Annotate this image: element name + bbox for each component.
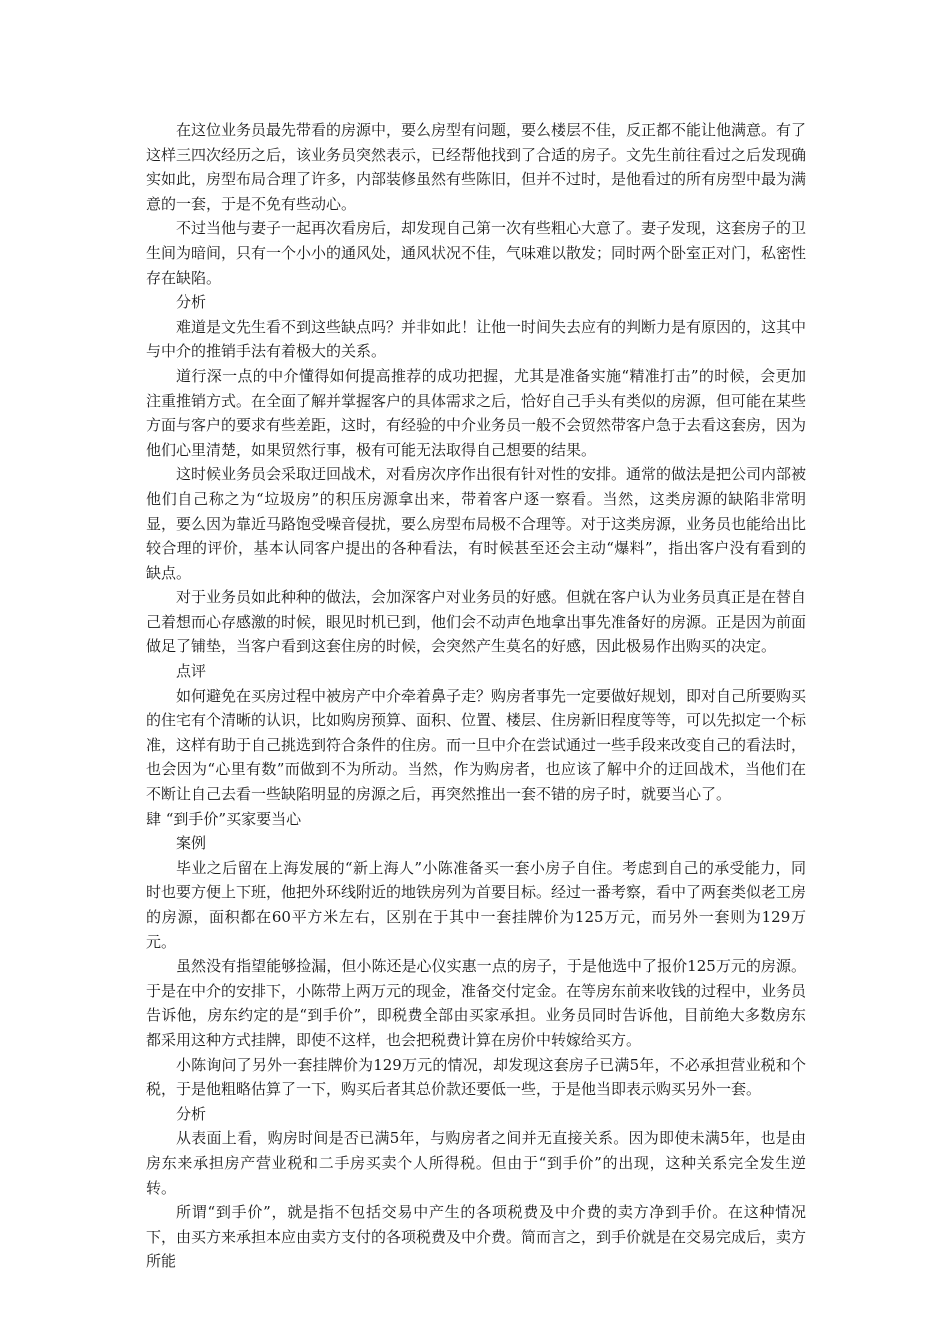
paragraph-3: 难道是文先生看不到这些缺点吗？并非如此！让他一时间失去应有的判断力是有原因的，这其中与中介的推销手法有着极大的关系。 <box>146 317 807 361</box>
paragraph-5: 这时候业务员会采取迂回战术，对看房次序作出很有针对性的安排。通常的做法是把公司内部被他们自己称之为“垃圾房”的积压房源拿出来，带着客户逐一察看。当然，这类房源的缺陷非常明显，要么因为靠近马路饱受噪音侵扰，要么房型布局极不合理等。对于这类房源，业务员也能给出比较合理的评价，基本认同客户提出的各种看法，有时候甚至还会主动“爆料”，指出客户没有看到的缺点。 <box>146 465 807 582</box>
paragraph-8: 毕业之后留在上海发展的“新上海人”小陈准备买一套小房子自住。考虑到自己的承受能力，同时也要方便上下班，他把外环线附近的地铁房列为首要目标。经过一番考察，看中了两套类似老工房的房源，面积都在60平方米左右，区别在于其中一套挂牌价为125万元，而另外一套则为129万元。 <box>146 858 807 951</box>
section-label-review: 点评 <box>176 662 207 681</box>
section-label-case: 案例 <box>176 834 207 853</box>
paragraph-11: 从表面上看，购房时间是否已满5年，与购房者之间并无直接关系。因为即使未满5年，也是由房东来承担房产营业税和二手房买卖个人所得税。但由于“到手价”的出现，这种关系完全发生逆转。 <box>146 1129 806 1197</box>
paragraph-9: 虽然没有指望能够捡漏，但小陈还是心仪实惠一点的房子，于是他选中了报价125万元的房源。于是在中介的安排下，小陈带上两万元的现金，准备交付定金。在等房东前来收钱的过程中，业务员告诉他，房东约定的是“到手价”，即税费全部由买家承担。业务员同时告诉他，目前绝大多数房东都采用这种方式挂牌，即使不这样，也会把税费计算在房价中转嫁给买方。 <box>146 957 807 1049</box>
paragraph-7: 如何避免在买房过程中被房产中介牵着鼻子走？购房者事先一定要做好规划，即对自己所要购买的住宅有个清晰的认识，比如购房预算、面积、位置、楼层、住房新旧程度等等，可以先拟定一个标准，这样有助于自己挑选到符合条件的住房。而一旦中介在尝试通过一些手段来改变自己的看法时，也会因为“心里有数”而做到不为所动。当然，作为购房者，也应该了解中介的迂回战术，当他们在不断让自己去看一些缺陷明显的房源之后，再突然推出一套不错的房子时，就要当心了。 <box>146 686 807 804</box>
paragraph-2: 不过当他与妻子一起再次看房后，却发现自己第一次有些粗心大意了。妻子发现，这套房子的卫生间为暗间，只有一个小小的通风处，通风状况不佳，气味难以散发；同时两个卧室正对门，私密性存在缺陷。 <box>146 219 807 287</box>
paragraph-1: 在这位业务员最先带看的房源中，要么房型有问题，要么楼层不佳，反正都不能让他满意。有了这样三四次经历之后，该业务员突然表示，已经帮他找到了合适的房子。文先生前往看过之后发现确实如此，房型布局合理了许多，内部装修虽然有些陈旧，但并不过时，是他看过的所有房型中最为满意的一套，于是不免有些动心。 <box>146 121 807 213</box>
paragraph-10: 小陈询问了另外一套挂牌价为129万元的情况，却发现这套房子已满5年，不必承担营业税和个税，于是他粗略估算了一下，购买后者其总价款还要低一些，于是他当即表示购买另外一套。 <box>146 1055 806 1099</box>
section-heading: 肆 “到手价”买家要当心 <box>146 809 302 828</box>
paragraph-6: 对于业务员如此种种的做法，会加深客户对业务员的好感。但就在客户认为业务员真正是在替自己着想而心存感激的时候，眼见时机已到，他们会不动声色地拿出事先准备好的房源。正是因为前面做足了铺垫，当客户看到这套住房的时候，会突然产生莫名的好感，因此极易作出购买的决定。 <box>146 588 807 656</box>
paragraph-4: 道行深一点的中介懂得如何提高推荐的成功把握，尤其是准备实施“精准打击”的时候，会更加注重推销方式。在全面了解并掌握客户的具体需求之后，恰好自己手头有类似的房源，但可能在某些方面与客户的要求有些差距，这时，有经验的中介业务员一般不会贸然带客户急于去看这套房，因为他们心里清楚，如果贸然行事，极有可能无法取得自己想要的结果。 <box>146 366 807 459</box>
document-body <box>146 118 806 1274</box>
paragraph-12: 所谓“到手价”，就是指不包括交易中产生的各项税费及中介费的卖方净到手价。在这种情况下，由买方来承担本应由卖方支付的各项税费及中介费。简而言之，到手价就是在交易完成后，卖方所能 <box>146 1203 807 1271</box>
section-label-analysis: 分析 <box>176 293 207 312</box>
section-label-analysis-2: 分析 <box>176 1104 207 1123</box>
